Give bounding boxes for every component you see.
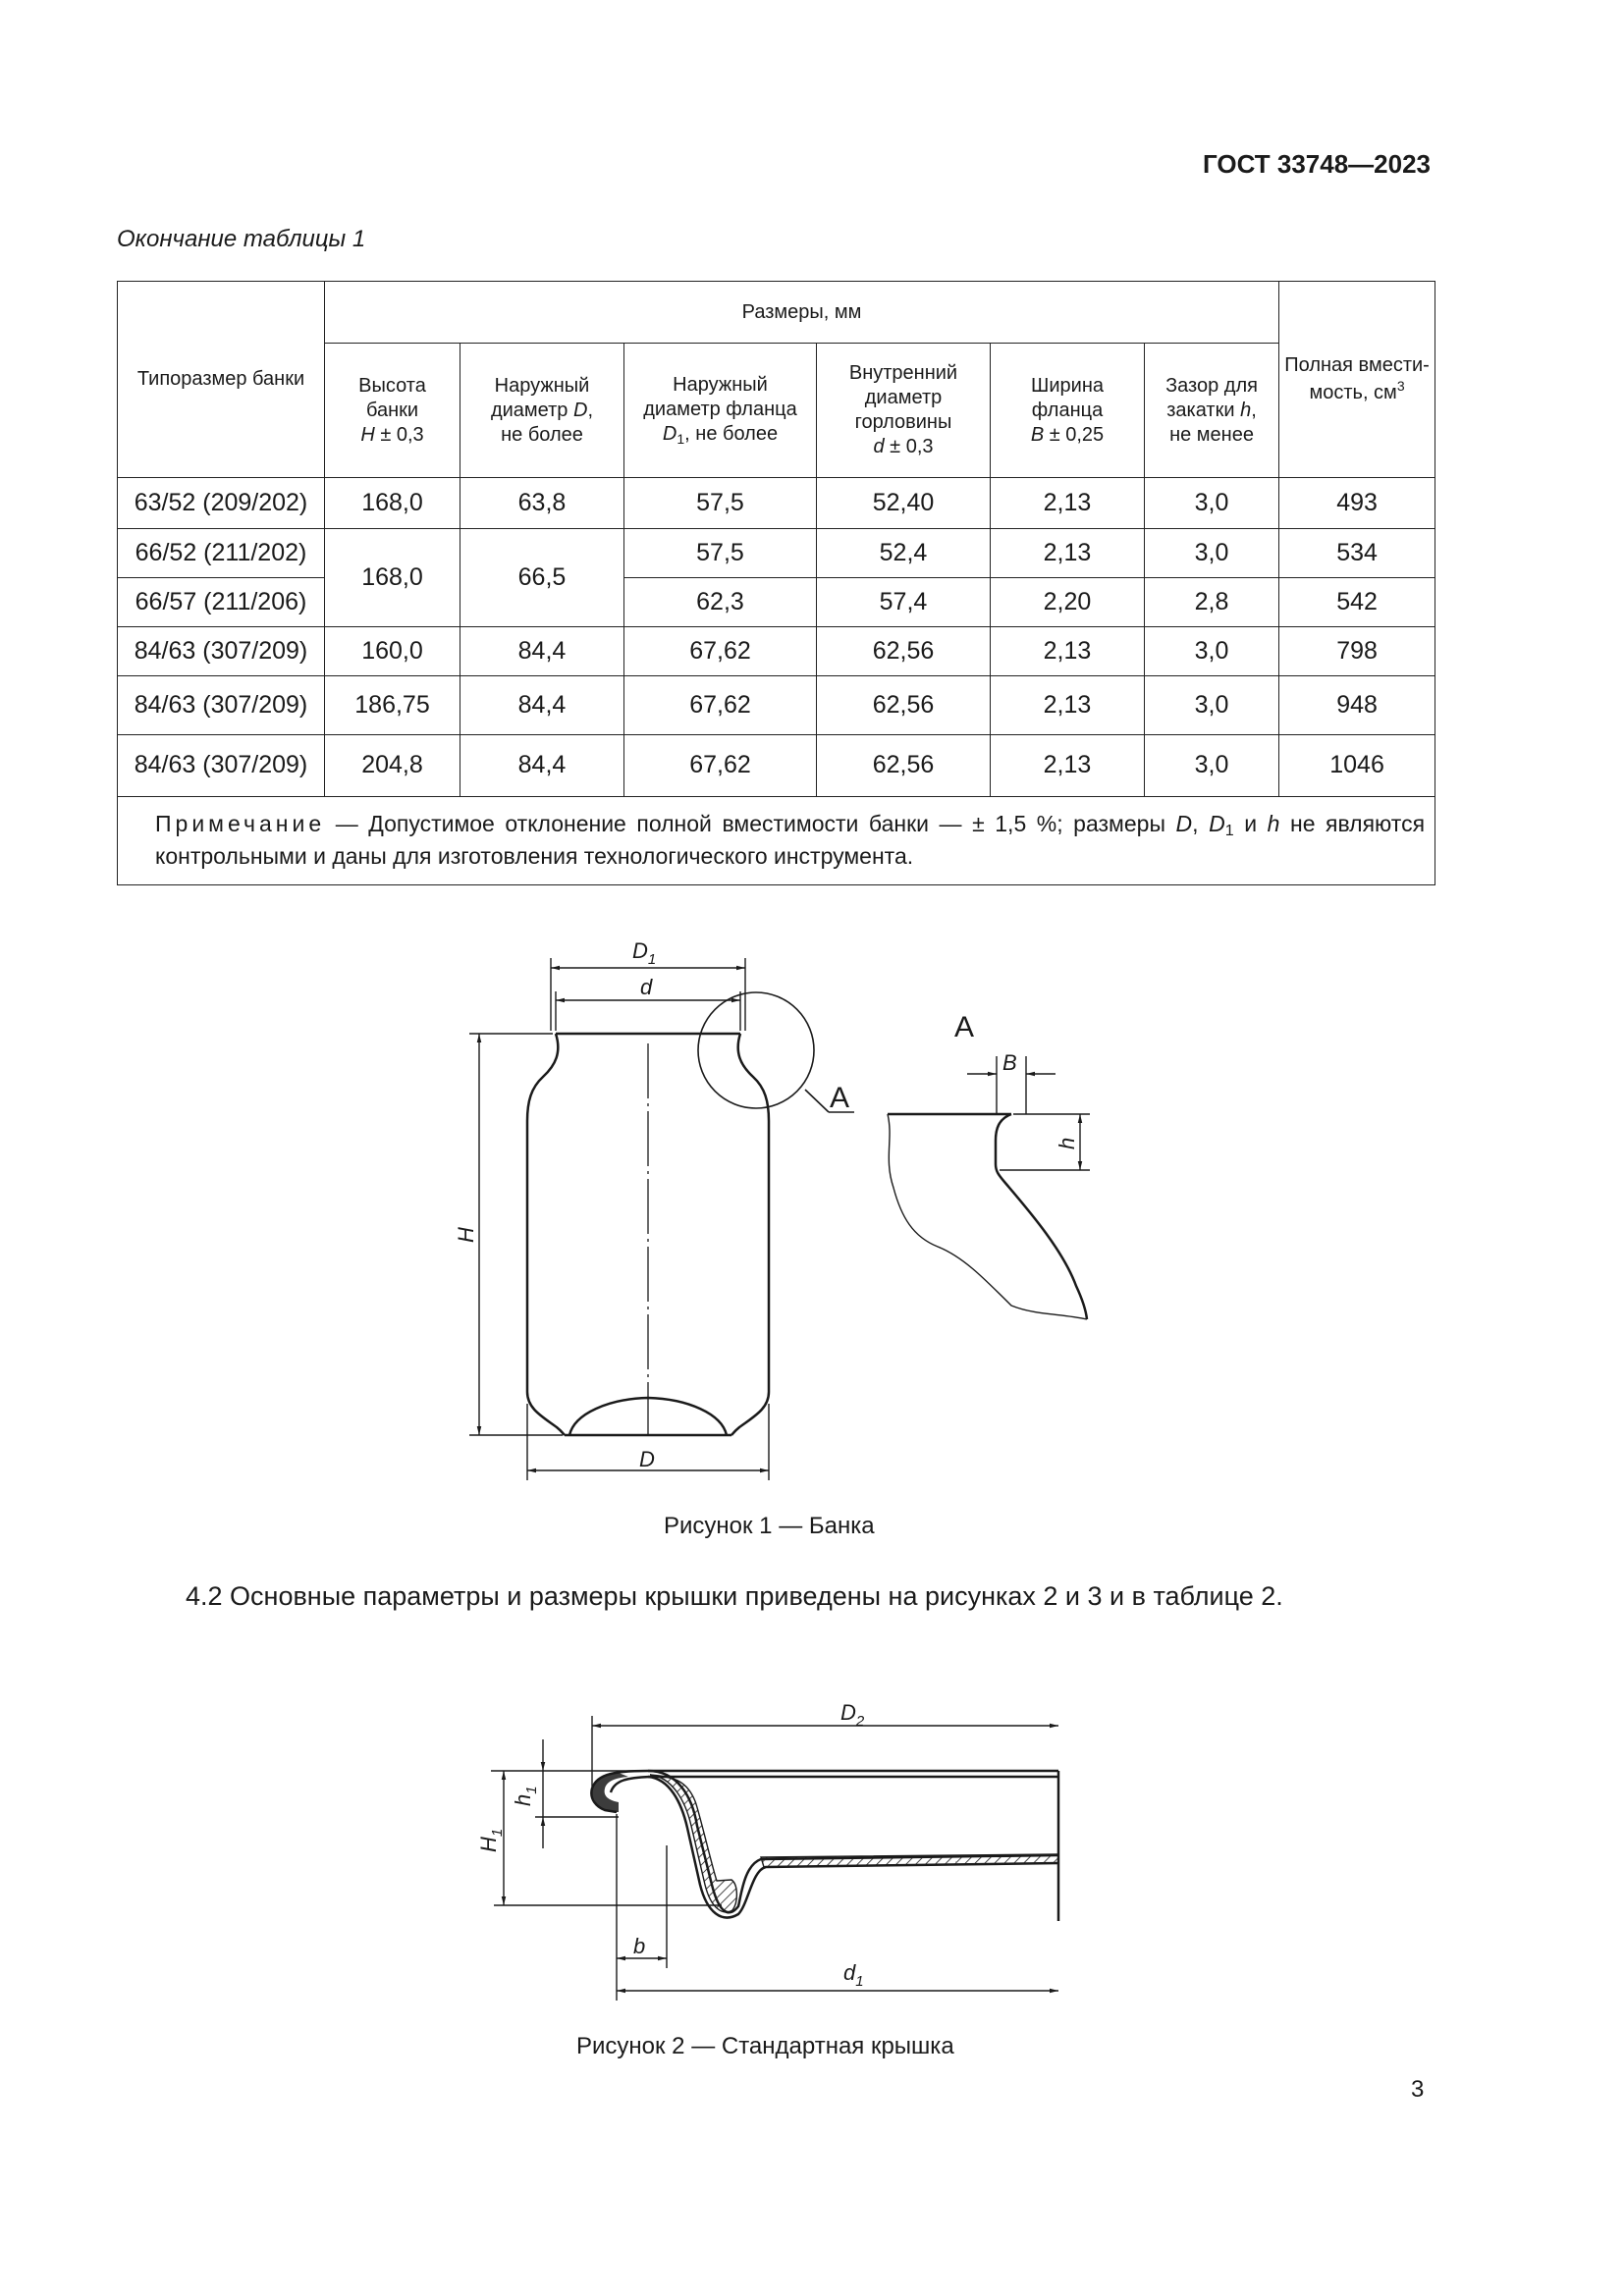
cell-size: 63/52 (209/202) xyxy=(118,478,325,529)
cell-flange-width: 2,20 xyxy=(991,578,1145,627)
table-continuation-title: Окончание таблицы 1 xyxy=(117,226,366,252)
header-height: Высота банки H ± 0,3 xyxy=(325,344,460,478)
cell-inner-diameter: 62,56 xyxy=(817,627,991,676)
label-D1: $D_1$ xyxy=(632,938,657,968)
cell-height: 168,0 xyxy=(325,529,460,627)
cell-flange-diameter: 67,62 xyxy=(624,735,817,797)
section-paragraph: 4.2 Основные параметры и размеры крышки приведены на рисунках 2 и 3 и в таблице 2. xyxy=(186,1581,1283,1611)
cell-flange-width: 2,13 xyxy=(991,676,1145,735)
cell-height: 168,0 xyxy=(325,478,460,529)
cell-height: 204,8 xyxy=(325,735,460,797)
label-b: b xyxy=(633,1934,646,1958)
cell-size: 66/57 (211/206) xyxy=(118,578,325,627)
cell-inner-diameter: 52,40 xyxy=(817,478,991,529)
cell-flange-width: 2,13 xyxy=(991,478,1145,529)
cell-inner-diameter: 52,4 xyxy=(817,529,991,578)
cell-size: 84/63 (307/209) xyxy=(118,735,325,797)
cell-size: 66/52 (211/202) xyxy=(118,529,325,578)
figure-2-caption: Рисунок 2 — Стандартная крышка xyxy=(576,2033,954,2059)
figure-1-caption: Рисунок 1 — Банка xyxy=(664,1513,875,1539)
cell-seam-gap: 2,8 xyxy=(1145,578,1279,627)
label-B: B xyxy=(1002,1050,1017,1075)
cell-inner-diameter: 62,56 xyxy=(817,676,991,735)
cell-flange-width: 2,13 xyxy=(991,529,1145,578)
document-code: ГОСТ 33748—2023 xyxy=(1203,149,1431,179)
cell-capacity: 948 xyxy=(1279,676,1435,735)
table-note: Примечание — Допустимое отклонение полной вместимости банки — ± 1,5 %; размеры D, $D_1$ и h не являются контрольными и даны для изготовления технологического инструмента. xyxy=(118,797,1435,885)
cell-capacity: 534 xyxy=(1279,529,1435,578)
cell-capacity: 798 xyxy=(1279,627,1435,676)
cell-seam-gap: 3,0 xyxy=(1145,478,1279,529)
cell-capacity: 1046 xyxy=(1279,735,1435,797)
cell-flange-diameter: 57,5 xyxy=(624,478,817,529)
cell-size: 84/63 (307/209) xyxy=(118,676,325,735)
cell-seam-gap: 3,0 xyxy=(1145,676,1279,735)
label-D: D xyxy=(639,1447,655,1471)
header-capacity: Полная вмести-мость, $см^3$ xyxy=(1279,282,1435,478)
cell-flange-diameter: 67,62 xyxy=(624,627,817,676)
header-dimensions-group: Размеры, мм xyxy=(325,282,1279,344)
cell-height: 186,75 xyxy=(325,676,460,735)
cell-inner-diameter: 62,56 xyxy=(817,735,991,797)
label-d: d xyxy=(640,975,653,999)
cell-flange-diameter: 62,3 xyxy=(624,578,817,627)
cell-outer-diameter: 66,5 xyxy=(460,529,624,627)
detail-leader xyxy=(805,1090,829,1112)
cell-flange-diameter: 67,62 xyxy=(624,676,817,735)
detail-circle xyxy=(698,992,814,1108)
cell-outer-diameter: 84,4 xyxy=(460,735,624,797)
cell-size: 84/63 (307/209) xyxy=(118,627,325,676)
label-H1: $H_1$ xyxy=(476,1828,506,1852)
label-detail-a: A xyxy=(830,1082,850,1114)
cell-seam-gap: 3,0 xyxy=(1145,529,1279,578)
cell-outer-diameter: 63,8 xyxy=(460,478,624,529)
cell-inner-diameter: 57,4 xyxy=(817,578,991,627)
header-seam-gap: Зазор для закатки h, не менее xyxy=(1145,344,1279,478)
label-H: H xyxy=(454,1227,478,1243)
cell-outer-diameter: 84,4 xyxy=(460,676,624,735)
label-h: h xyxy=(1055,1137,1079,1149)
label-h1: $h_1$ xyxy=(511,1786,540,1806)
cell-capacity: 493 xyxy=(1279,478,1435,529)
cell-flange-width: 2,13 xyxy=(991,735,1145,797)
dim-H xyxy=(469,1034,563,1435)
cell-flange-width: 2,13 xyxy=(991,627,1145,676)
cell-seam-gap: 3,0 xyxy=(1145,735,1279,797)
header-outer-diameter: Наружный диаметр D, не более xyxy=(460,344,624,478)
header-size-type: Типоразмер банки xyxy=(118,282,325,478)
header-flange-diameter: Наружный диаметр фланца $D_1$, не более xyxy=(624,344,817,478)
label-detail-a-title: A xyxy=(954,1011,975,1043)
cell-height: 160,0 xyxy=(325,627,460,676)
header-flange-width: Ширина фланца B ± 0,25 xyxy=(991,344,1145,478)
cell-outer-diameter: 84,4 xyxy=(460,627,624,676)
cell-flange-diameter: 57,5 xyxy=(624,529,817,578)
cell-capacity: 542 xyxy=(1279,578,1435,627)
cell-seam-gap: 3,0 xyxy=(1145,627,1279,676)
label-d1: $d_1$ xyxy=(843,1960,864,1990)
page-number: 3 xyxy=(1411,2076,1425,2103)
header-inner-diameter: Внутренний диаметр горловины d ± 0,3 xyxy=(817,344,991,478)
label-D2: $D_2$ xyxy=(840,1700,865,1730)
